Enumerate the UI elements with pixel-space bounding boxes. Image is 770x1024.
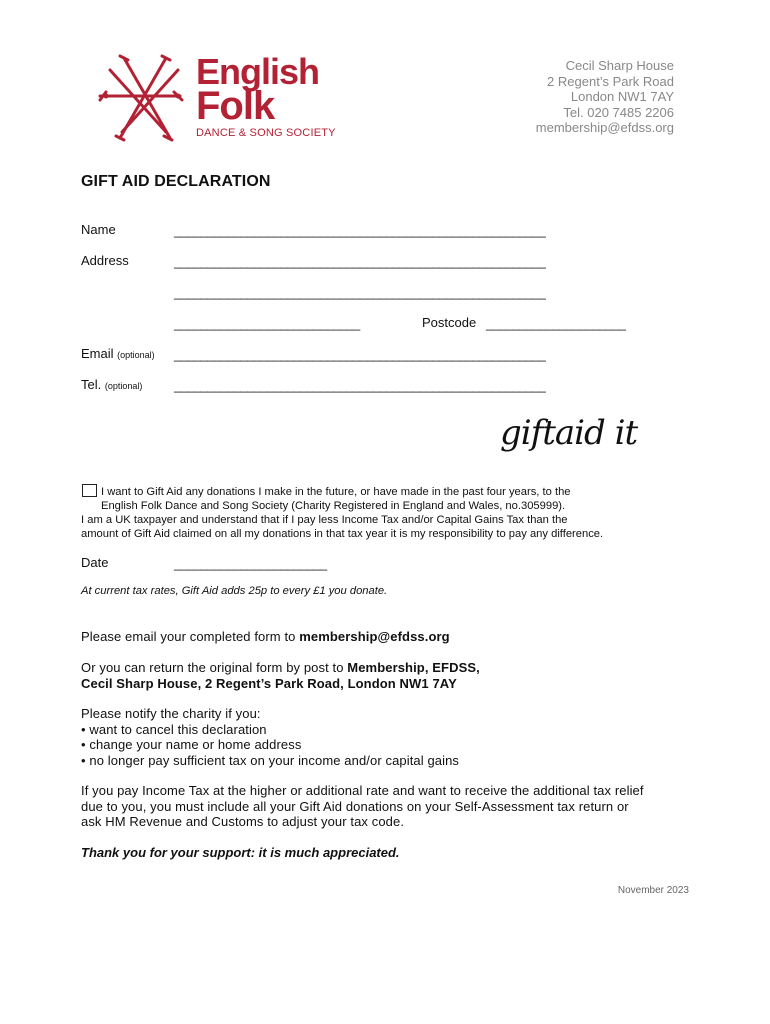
- tel-input-line[interactable]: ________________________________________________________: [174, 378, 546, 393]
- email-label-text: Email: [81, 346, 114, 361]
- email-input-line[interactable]: ________________________________________________________: [174, 347, 546, 362]
- tel-label: [81, 377, 142, 392]
- post-instructions-text: Or you can return the original form by post to: [81, 660, 348, 675]
- address-line: Cecil Sharp House: [565, 58, 674, 73]
- tel-label-text: Tel.: [81, 377, 102, 392]
- declaration-line: amount of Gift Aid claimed on all my donations in that tax year it is my responsibility to pay any difference.: [81, 528, 604, 540]
- bullet-icon: •: [81, 737, 90, 752]
- optional-note: (optional): [104, 381, 143, 391]
- notify-item: • change your name or home address: [81, 737, 302, 752]
- address-line: London NW1 7AY: [570, 89, 674, 104]
- address-line: 2 Regent’s Park Road: [547, 73, 674, 89]
- declaration-line: I am a UK taxpayer and understand that if I pay less Income Tax and/or Capital Gains Tax than the: [81, 514, 568, 526]
- logo-subtitle: DANCE & SONG SOCIETY: [196, 127, 336, 139]
- contact-address-block: [536, 58, 674, 136]
- email-line: membership@efdss.org: [535, 120, 674, 135]
- phone-line: Tel. 020 7485 2206: [563, 104, 674, 120]
- address-label: Address: [81, 253, 129, 268]
- page-title: GIFT AID DECLARATION: [81, 173, 271, 190]
- notify-section: [81, 706, 701, 768]
- thanks-message: Thank you for your support: it is much appreciated.: [81, 845, 400, 860]
- email-instructions: [81, 629, 701, 645]
- notify-item: • want to cancel this declaration: [81, 721, 267, 737]
- membership-email-link[interactable]: membership@efdss.org: [299, 629, 450, 644]
- address-input-line-3[interactable]: ____________________________: [174, 316, 360, 331]
- higher-rate-line: If you pay Income Tax at the higher or additional rate and want to receive the additional tax relief: [81, 783, 644, 798]
- giftaid-it-logo: [498, 406, 693, 476]
- higher-rate-line: due to you, you must include all your Gift Aid donations on your Self-Assessment tax return or: [81, 798, 629, 814]
- higher-rate-paragraph: [81, 783, 701, 830]
- email-instructions-text: Please email your completed form to: [81, 629, 300, 644]
- bullet-icon: •: [81, 752, 90, 768]
- notify-item: • no longer pay sufficient tax on your income and/or capital gains: [81, 752, 460, 768]
- email-label: [81, 346, 155, 361]
- name-input-line[interactable]: ________________________________________________________: [174, 223, 546, 238]
- bullet-icon: •: [81, 721, 90, 737]
- name-label: Name: [81, 222, 116, 237]
- notify-intro: Please notify the charity if you:: [81, 706, 261, 721]
- postcode-label: Postcode: [422, 315, 477, 330]
- declaration-line: I want to Gift Aid any donations I make in the future, or have made in the past four years, to the: [101, 486, 571, 498]
- declaration-text: [81, 485, 701, 541]
- optional-note: (optional): [117, 350, 155, 360]
- address-input-line-2[interactable]: ________________________________________________________: [174, 285, 546, 300]
- efdss-logo: [96, 51, 336, 144]
- form-version-date: November 2023: [617, 885, 689, 896]
- post-recipient: Membership, EFDSS,: [347, 660, 480, 675]
- address-input-line-1[interactable]: ________________________________________________________: [174, 254, 546, 269]
- post-address: Cecil Sharp House, 2 Regent’s Park Road, London NW1 7AY: [81, 675, 457, 691]
- declaration-line: English Folk Dance and Song Society (Charity Registered in England and Wales, no.305999).: [101, 500, 566, 512]
- snowflake-emblem-icon: [96, 52, 192, 144]
- postcode-input-line[interactable]: _____________________: [486, 316, 626, 331]
- date-label: Date: [81, 555, 109, 570]
- date-input-line[interactable]: _______________________: [174, 556, 327, 571]
- higher-rate-line: ask HM Revenue and Customs to adjust your tax code.: [81, 814, 405, 829]
- post-instructions: [81, 660, 701, 691]
- tax-rate-note: At current tax rates, Gift Aid adds 25p to every £1 you donate.: [81, 585, 388, 597]
- logo-folk-text: Folk: [196, 84, 275, 128]
- giftaid-it-text: giftaid it: [500, 413, 638, 453]
- logo-english-text: English: [196, 51, 320, 92]
